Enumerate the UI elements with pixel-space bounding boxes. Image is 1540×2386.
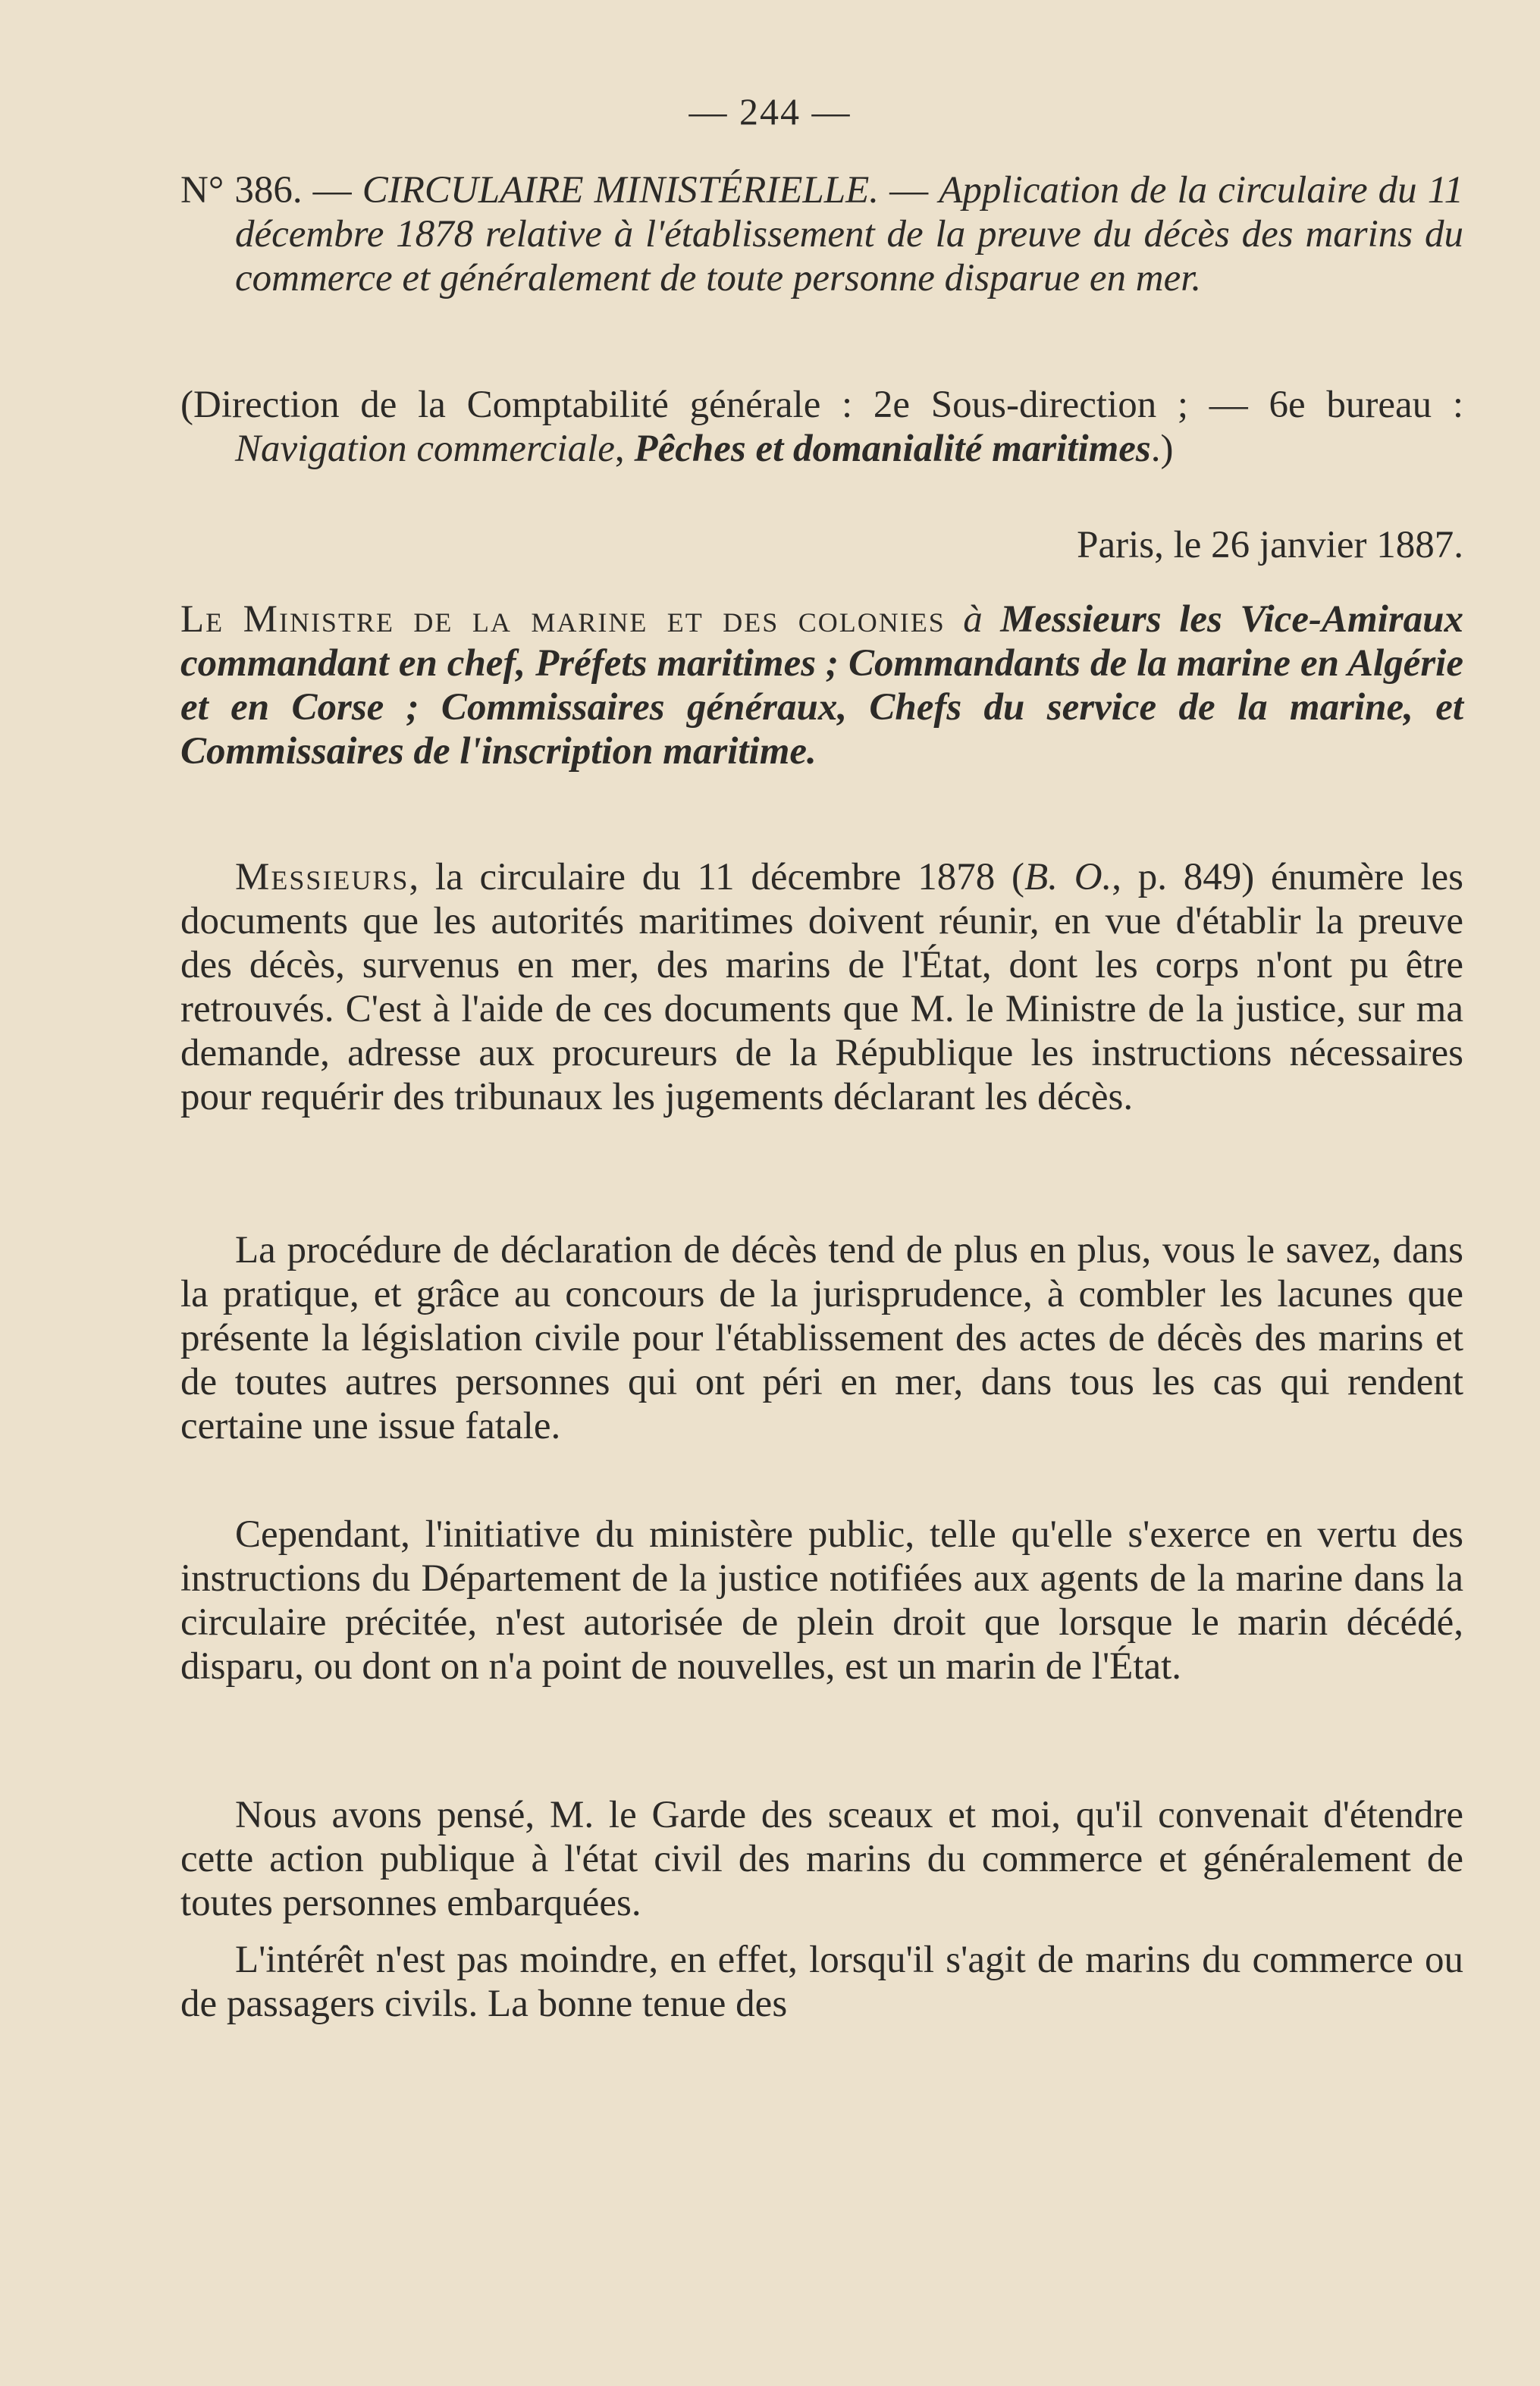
paragraph-3-text: Cependant, l'initiative du ministère public, telle qu'elle s'exerce en vertu des instructions du Département de la justice notifiées aux agents de la marine dans la circulaire précitée, n'est autorisée de plein droit que lorsque le marin décédé, disparu, ou dont on n'a point de nouvelles, est un marin de l'État. bbox=[180, 1513, 1463, 1688]
page-number: — 244 — bbox=[688, 90, 852, 133]
bulletin-reference: B. O. bbox=[1024, 856, 1112, 898]
title-separator: — bbox=[879, 169, 939, 212]
paragraph-4 bbox=[180, 1793, 1463, 1925]
salutation: Messieurs bbox=[235, 856, 409, 898]
paragraph-4-text: Nous avons pensé, M. le Garde des sceaux et moi, qu'il convenait d'étendre cette action publique à l'état civil des marins du commerce et généralement de toutes personnes embarquées. bbox=[180, 1794, 1463, 1924]
circular-title bbox=[180, 168, 1463, 300]
paragraph-2 bbox=[180, 1228, 1463, 1448]
dateline: Paris, le 26 janvier 1887. bbox=[1077, 524, 1463, 566]
address-block bbox=[180, 597, 1463, 773]
circular-subject: Application de la circulaire du 11 décembre 1878 relative à l'établissement de la preuve du décès des marins du commerce et généralement de toute personne disparue en mer. bbox=[235, 169, 1463, 299]
direction-comma: , bbox=[614, 428, 635, 470]
paragraph-1-text-b: , p. 849) énumère les documents que les autorités maritimes doivent réunir, en vue d'établir la preuve des décès, survenus en mer, des marins de l'État, dont les corps n'ont pu être retrouvés. C'est à l'aide de ces documents que M. le Ministre de la justice, sur ma demande, adresse aux procureurs de la République les instructions nécessaires pour requérir des tribunaux les jugements déclarant les décès. bbox=[180, 856, 1464, 1118]
paragraph-5 bbox=[180, 1938, 1463, 2026]
paragraph-3 bbox=[180, 1513, 1463, 1688]
paragraph-5-text: L'intérêt n'est pas moindre, en effet, lorsqu'il s'agit de marins du commerce ou de passagers civils. La bonne tenue des bbox=[180, 1939, 1463, 2025]
paragraph-2-text: La procédure de déclaration de décès tend de plus en plus, vous le savez, dans la pratique, et grâce au concours de la jurisprudence, à combler les lacunes que présente la législation civile pour l'établissement des actes de décès des marins et de toutes autres personnes qui ont péri en mer, dans tous les cas qui rendent certaine une issue fatale. bbox=[180, 1229, 1463, 1447]
direction-peches: Pêches et domanialité maritimes bbox=[634, 428, 1151, 470]
direction-navigation: Navigation commerciale bbox=[235, 428, 615, 470]
paragraph-1-text-a: , la circulaire du 11 décembre 1878 ( bbox=[409, 856, 1025, 898]
address-from: Le Ministre de la marine et des colonies bbox=[180, 598, 946, 641]
address-connector: à bbox=[963, 598, 983, 641]
direction-text: (Direction de la Comptabilité générale : 2e Sous-direction ; — 6e bureau : bbox=[180, 384, 1463, 426]
direction-close: .) bbox=[1150, 428, 1174, 470]
address-recipients: Messieurs les Vice-Amiraux commandant en chef, Préfets maritimes ; Commandants de la marine en Algérie et en Corse ; Commissaires généraux, Chefs du service de la marine, et Commissaires de l'inscription maritime. bbox=[180, 598, 1464, 773]
paragraph-1 bbox=[180, 855, 1463, 1119]
circular-heading: CIRCULAIRE MINISTÉRIELLE. bbox=[362, 169, 880, 212]
direction-block bbox=[180, 383, 1463, 471]
circular-number: N° 386. — bbox=[180, 169, 362, 212]
